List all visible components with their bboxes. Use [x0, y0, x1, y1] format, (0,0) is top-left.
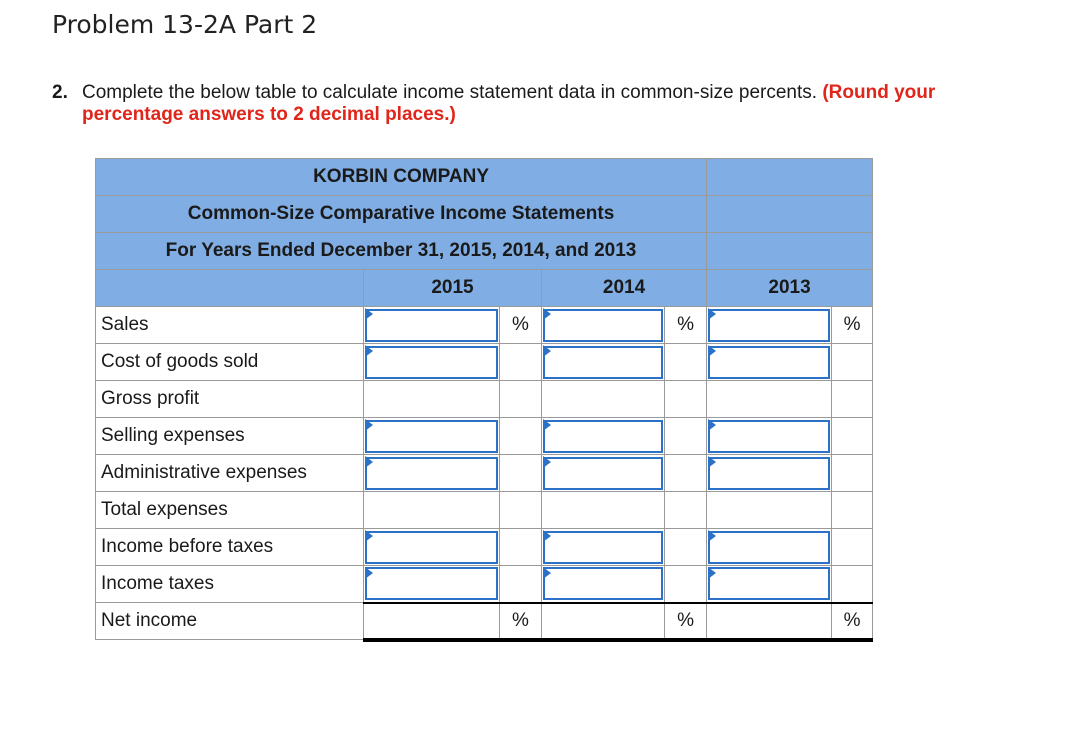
selling-expenses-2014-input[interactable] [543, 420, 663, 453]
percent-sign: % [665, 603, 707, 640]
header-filler [707, 196, 873, 233]
gross-profit-2015-cell [364, 381, 500, 418]
header-filler [707, 159, 873, 196]
table-row [96, 492, 873, 529]
percent-sign: % [665, 307, 707, 344]
sales-2014-input[interactable] [543, 309, 663, 342]
row-label: Income taxes [96, 566, 364, 603]
income-statement-table [95, 158, 873, 642]
row-label: Net income [96, 603, 364, 640]
row-label: Sales [96, 307, 364, 344]
page-title: Problem 13-2A Part 2 [52, 10, 318, 39]
table-row [96, 603, 873, 640]
percent-sign: % [832, 603, 873, 640]
row-label: Gross profit [96, 381, 364, 418]
table-row [96, 307, 873, 344]
instructions [52, 82, 1042, 126]
year-header-2015: 2015 [364, 270, 542, 307]
row-label: Income before taxes [96, 529, 364, 566]
statement-title: Common-Size Comparative Income Statements [96, 196, 707, 233]
row-label: Total expenses [96, 492, 364, 529]
header-filler [707, 233, 873, 270]
selling-expenses-2015-input[interactable] [365, 420, 498, 453]
net-income-2015-cell [364, 603, 500, 640]
total-expenses-2014-cell [542, 492, 665, 529]
year-header-blank [96, 270, 364, 307]
income-before-taxes-2015-input[interactable] [365, 531, 498, 564]
total-expenses-2013-cell [707, 492, 832, 529]
instruction-text: Complete the below table to calculate income statement data in common-size percents. [82, 82, 818, 103]
row-label: Administrative expenses [96, 455, 364, 492]
gross-profit-2014-cell [542, 381, 665, 418]
admin-expenses-2015-input[interactable] [365, 457, 498, 490]
income-taxes-2015-input[interactable] [365, 567, 498, 600]
percent-sign: % [500, 603, 542, 640]
income-taxes-2013-input[interactable] [708, 567, 830, 600]
income-before-taxes-2014-input[interactable] [543, 531, 663, 564]
table-row [96, 381, 873, 418]
sales-2013-input[interactable] [708, 309, 830, 342]
admin-expenses-2013-input[interactable] [708, 457, 830, 490]
income-before-taxes-2013-input[interactable] [708, 531, 830, 564]
net-income-2013-cell [707, 603, 832, 640]
sales-2015-input[interactable] [365, 309, 498, 342]
company-name: KORBIN COMPANY [96, 159, 707, 196]
table-row [96, 566, 873, 603]
cogs-2014-input[interactable] [543, 346, 663, 379]
cogs-2015-input[interactable] [365, 346, 498, 379]
table-row [96, 344, 873, 381]
percent-sign: % [500, 307, 542, 344]
instruction-note-line2: percentage answers to 2 decimal places.) [82, 104, 456, 125]
statement-period: For Years Ended December 31, 2015, 2014, and 2013 [96, 233, 707, 270]
year-header-2013: 2013 [707, 270, 873, 307]
table-row [96, 455, 873, 492]
selling-expenses-2013-input[interactable] [708, 420, 830, 453]
instruction-note: (Round your [822, 82, 936, 103]
income-taxes-2014-input[interactable] [543, 567, 663, 600]
row-label: Selling expenses [96, 418, 364, 455]
cogs-2013-input[interactable] [708, 346, 830, 379]
percent-sign: % [832, 307, 873, 344]
admin-expenses-2014-input[interactable] [543, 457, 663, 490]
row-label: Cost of goods sold [96, 344, 364, 381]
year-header-2014: 2014 [542, 270, 707, 307]
net-income-2014-cell [542, 603, 665, 640]
table-row [96, 418, 873, 455]
table-row [96, 529, 873, 566]
total-expenses-2015-cell [364, 492, 500, 529]
gross-profit-2013-cell [707, 381, 832, 418]
instruction-number: 2. [52, 82, 68, 103]
